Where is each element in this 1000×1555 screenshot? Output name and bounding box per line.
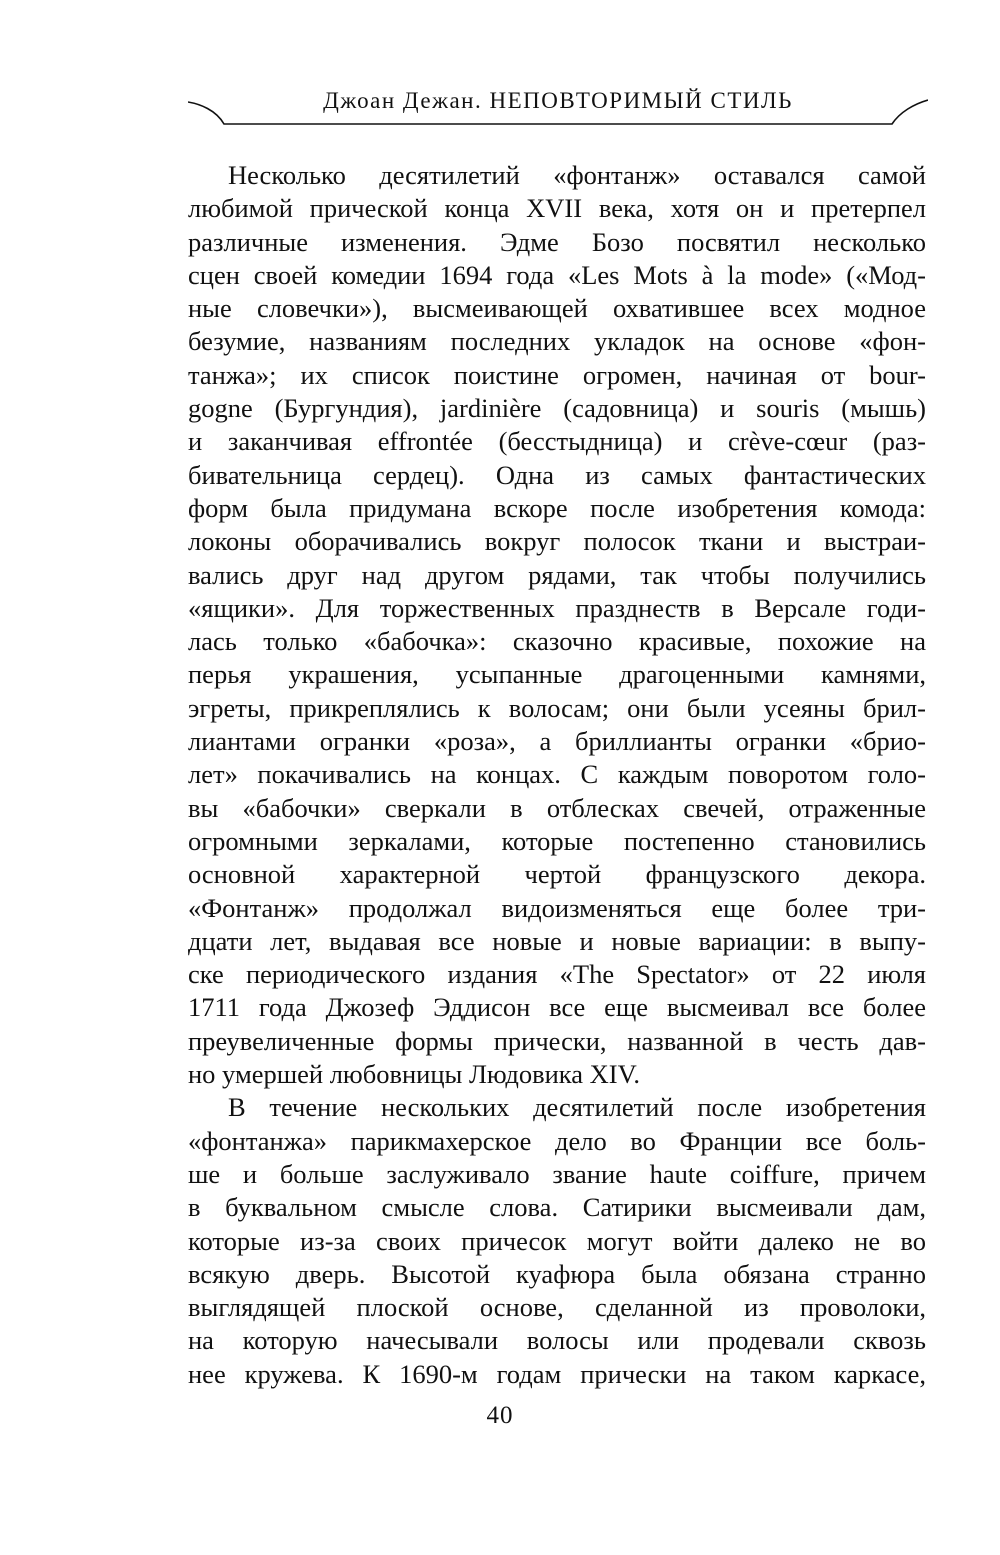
text-line: локоны оборачивались вокруг полосок ткани и выстраи- xyxy=(188,526,926,557)
text-line: сцен своей комедии 1694 года «Les Mots à la mode» («Мод- xyxy=(188,259,926,290)
text-line: выглядящей плоской основе, сделанной из проволоки, xyxy=(188,1292,926,1323)
text-line: 1711 года Джозеф Эддисон все еще высмеивал все более xyxy=(188,992,926,1023)
header-author: Джоан Дежан. xyxy=(323,88,483,113)
text-line: вы «бабочки» сверкали в отблесках свечей, отраженные xyxy=(188,792,926,823)
text-line: нее кружева. К 1690-м годам прически на таком каркасе, xyxy=(188,1358,926,1389)
text-line: «фонтанжа» парикмахерское дело во Франции все боль- xyxy=(188,1125,926,1156)
text-line: всякую дверь. Высотой куафюра была обязана странно xyxy=(188,1258,926,1289)
page-number: 40 xyxy=(486,1402,514,1429)
text-line: огромными зеркалами, которые постепенно становились xyxy=(188,825,926,856)
text-line: форм была придумана вскоре после изобретения комода: xyxy=(188,492,926,523)
text-line: на которую начесывали волосы или продевали сквозь xyxy=(188,1325,926,1356)
text-line: эгреты, прикреплялись к волосам; они были усеяны брил- xyxy=(188,692,926,723)
running-head xyxy=(188,88,928,136)
text-line: лась только «бабочка»: сказочно красивые, похожие на xyxy=(188,626,926,657)
text-line: танжа»; их список поистине огромен, начиная от bour- xyxy=(188,359,926,390)
paragraph xyxy=(188,1091,926,1391)
text-line: ске периодического издания «The Spectator» от 22 июля xyxy=(188,959,926,990)
text-line: Несколько десятилетий «фонтанж» оставался самой xyxy=(228,160,926,190)
text-line: дцати лет, выдавая все новые и новые вариации: в выпу- xyxy=(188,925,926,956)
text-line: различные изменения. Эдме Бозо посвятил несколько xyxy=(188,226,926,257)
body-text xyxy=(188,159,926,1391)
text-line: и заканчивая effrontée (бесстыдница) и crève-cœur (раз- xyxy=(188,426,926,457)
text-line: в буквальном смысле слова. Сатирики высмеивали дам, xyxy=(188,1192,926,1223)
text-line: В течение нескольких десятилетий после изобретения xyxy=(228,1092,926,1123)
text-line: лет» покачивались на концах. С каждым поворотом голо- xyxy=(188,759,926,790)
text-line: безумие, названиям последних укладок на основе «фон- xyxy=(188,326,926,357)
header-book-title: НЕПОВТОРИМЫЙ СТИЛЬ xyxy=(489,88,793,113)
text-line: любимой прической конца XVII века, хотя он и претерпел xyxy=(188,193,926,224)
text-line: бивательница сердец). Одна из самых фантастических xyxy=(188,459,926,490)
text-line: преувеличенные формы прически, названной в честь дав- xyxy=(188,1025,926,1056)
text-line: перья украшения, усыпанные драгоценными камнями, xyxy=(188,659,926,690)
text-line: основной характерной чертой французского декора. xyxy=(188,859,926,890)
text-line: gogne (Бургундия), jardinière (садовница) и souris (мышь) xyxy=(188,393,926,424)
text-line: «Фонтанж» продолжал видоизменяться еще более три- xyxy=(188,892,926,923)
text-line: которые из-за своих причесок могут войти далеко не во xyxy=(188,1225,926,1256)
text-line: лиантами огранки «роза», а бриллианты огранки «брио- xyxy=(188,726,926,757)
text-line: ше и больше заслуживало звание haute coiffure, причем xyxy=(188,1158,926,1189)
paragraph xyxy=(188,159,926,1091)
text-line: но умершей любовницы Людовика XIV. xyxy=(188,1059,640,1090)
text-line: «ящики». Для торжественных празднеств в Версале годи- xyxy=(188,592,926,623)
running-head-title xyxy=(188,88,928,114)
text-line: ные словечки»), высмеивающей охватившее всех модное xyxy=(188,293,926,324)
text-line: вались друг над другом рядами, так чтобы получились xyxy=(188,559,926,590)
